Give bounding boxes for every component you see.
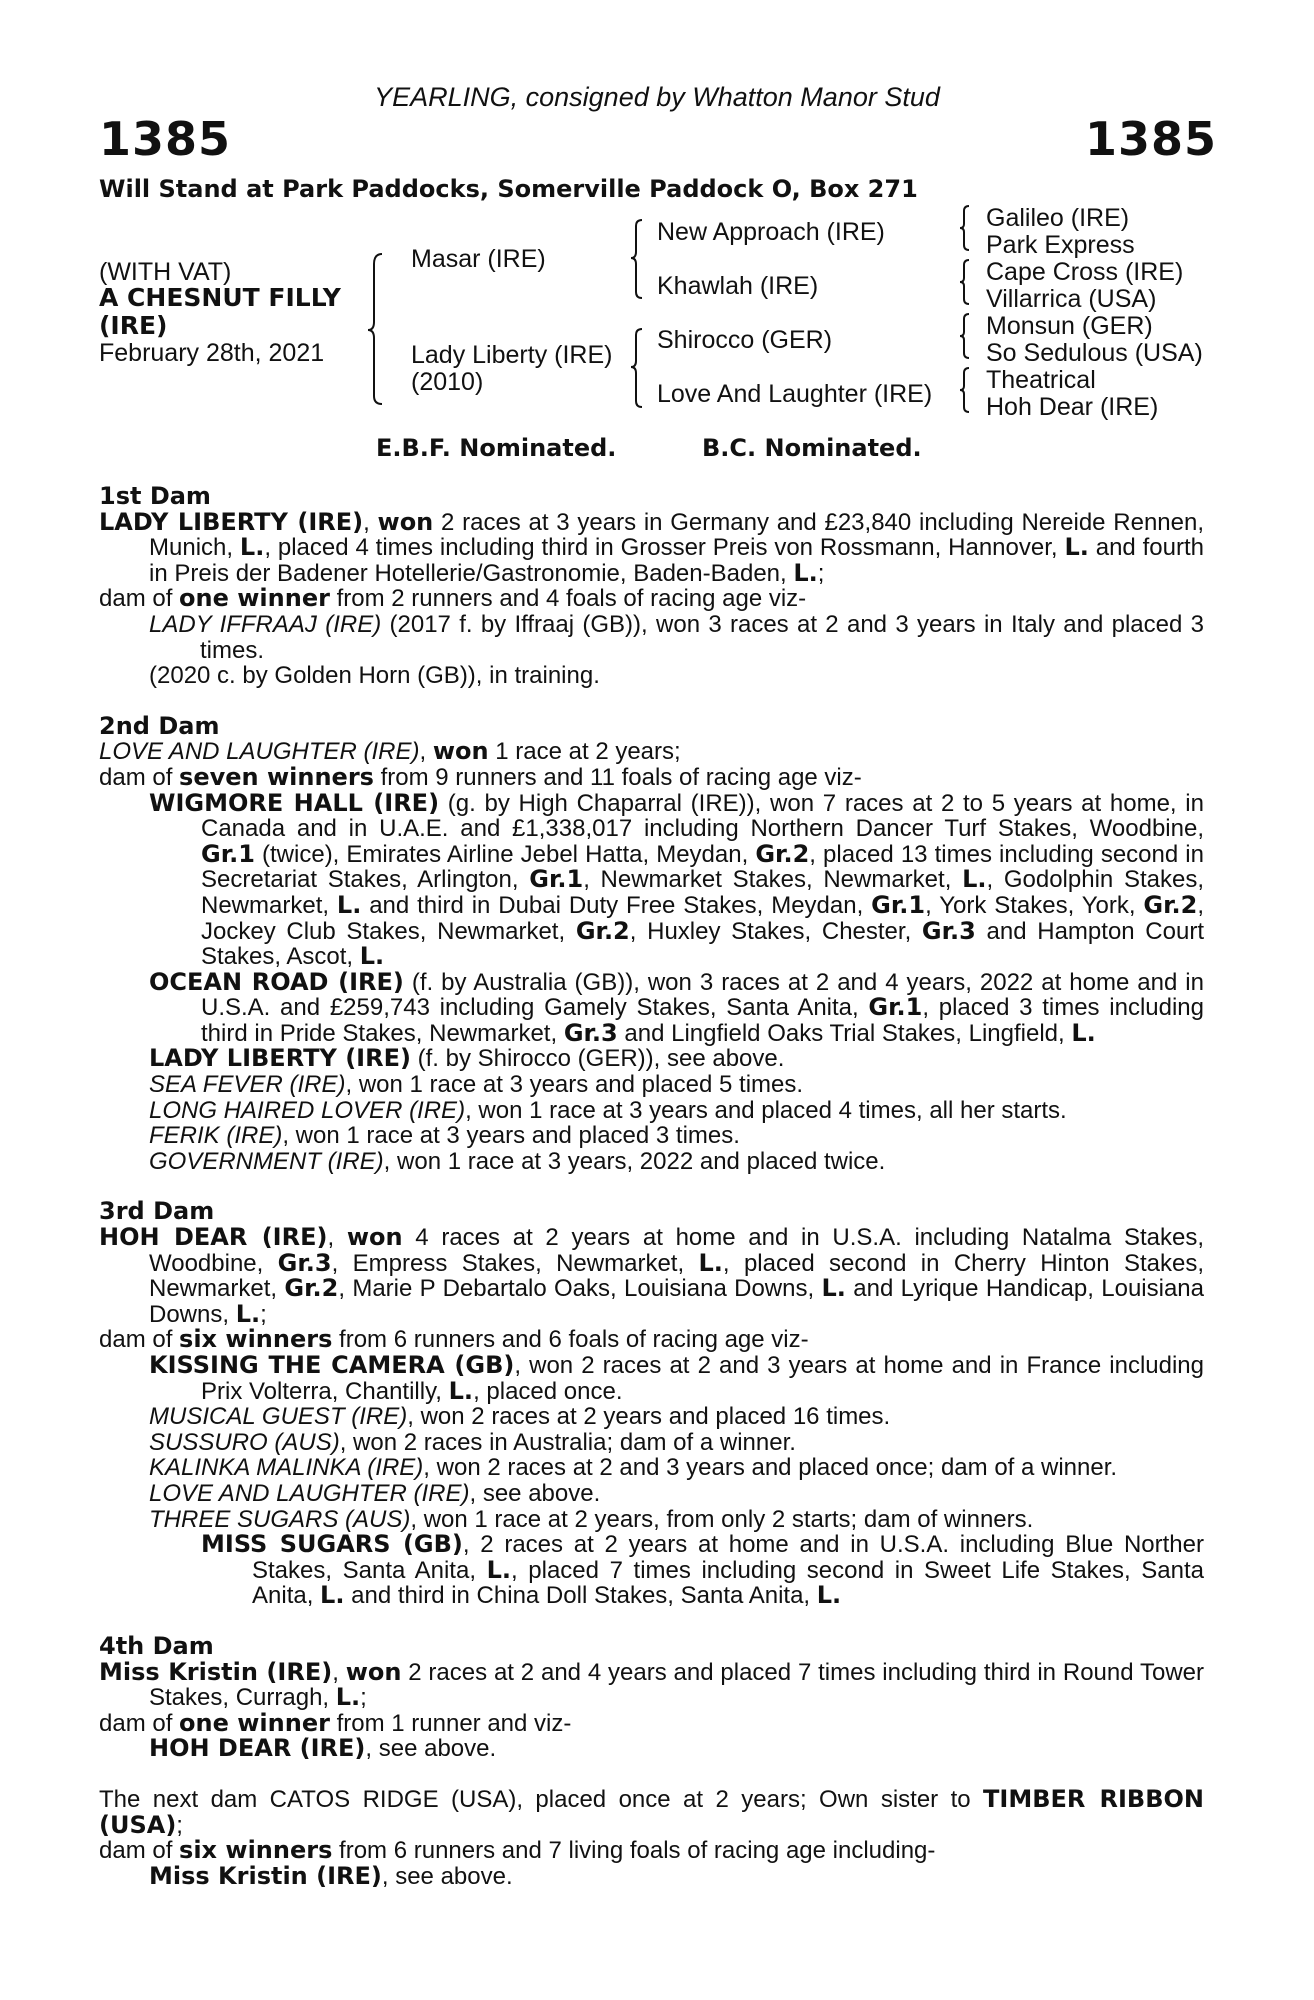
dam2-record: LOVE AND LAUGHTER (IRE), won 1 race at 2 years;	[99, 737, 681, 766]
section-heading-4th-dam: 4th Dam	[99, 1631, 214, 1660]
vat-label: (WITH VAT)	[99, 258, 232, 286]
dam3-produce-kissing-the-camera: KISSING THE CAMERA (GB), won 2 races at 2 and 3 years at home and in France including Prix Volterra, Chantilly, L., placed once.	[149, 1351, 1204, 1405]
dam4-produce-summary: dam of one winner from 1 runner and viz-	[99, 1708, 572, 1737]
dam3-produce-sussuro: SUSSURO (AUS), won 2 races in Australia; dam of a winner.	[149, 1428, 796, 1456]
dam2-produce-long-haired-lover: LONG HAIRED LOVER (IRE), won 1 race at 3 years and placed 4 times, all her starts.	[149, 1096, 1067, 1124]
ebf-nomination: E.B.F. Nominated.	[376, 434, 617, 462]
dam1-record: LADY LIBERTY (IRE), won 2 races at 3 years in Germany and £23,840 including Nereide Rennen, Munich, L., placed 4 times including third in Grosser Preis von Rossmann, Hannover, L. and fourth in Preis der Badener Hotellerie/Gastronomie, Baden-Baden, L.;	[99, 507, 1205, 587]
dam1-produce-summary: dam of one winner from 2 runners and 4 foals of racing age viz-	[99, 584, 807, 613]
dam4-produce-hoh-dear: HOH DEAR (IRE), see above.	[149, 1734, 497, 1763]
dam3-produce-three-sugars: THREE SUGARS (AUS), won 1 race at 2 years, from only 2 starts; dam of winners.	[149, 1505, 1034, 1533]
sire-name: Masar (IRE)	[411, 245, 546, 273]
dam-dam: Love And Laughter (IRE)	[657, 380, 933, 408]
gen3-5: Monsun (GER)	[986, 312, 1153, 340]
dam2-produce-ferik: FERIK (IRE), won 1 race at 3 years and placed 3 times.	[149, 1122, 740, 1150]
dam2-produce-ocean-road: OCEAN ROAD (IRE) (f. by Australia (GB)), won 3 races at 2 and 4 years, 2022 at home and in U.S.A. and £259,743 including Gamely Stakes, Santa Anita, Gr.1, placed 3 times including third in Pride Stakes, Newmarket, Gr.3 and Lingfield Oaks Trial Stakes, Lingfield, L.	[149, 967, 1204, 1047]
gen3-7: Theatrical	[986, 366, 1096, 394]
dam2-produce-wigmore-hall: WIGMORE HALL (IRE) (g. by High Chaparral (IRE)), won 7 races at 2 to 5 years at home, in Canada and in U.A.E. and £1,338,017 including Northern Dancer Turf Stakes, Woodbine, Gr.1 (twice), Emirates Airline Jebel Hatta, Meydan, Gr.2, placed 13 times including second in Secretariat Stakes, Arlington, Gr.1, Newmarket Stakes, Newmarket, L., Godolphin Stakes, Newmarket, L. and third in Dubai Duty Free Stakes, Meydan, Gr.1, York Stakes, York, Gr.2, Jockey Club Stakes, Newmarket, Gr.2, Huxley Stakes, Chester, Gr.3 and Hampton Court Stakes, Ascot, L.	[149, 788, 1204, 971]
dam-sire: Shirocco (GER)	[657, 326, 833, 354]
dam3-produce-summary: dam of six winners from 6 runners and 6 foals of racing age viz-	[99, 1325, 809, 1354]
horse-name-country: (IRE)	[99, 311, 168, 340]
sire-dam: Khawlah (IRE)	[657, 272, 819, 300]
dam2-produce-government: GOVERNMENT (IRE), won 1 race at 3 years, 2022 and placed twice.	[149, 1147, 886, 1175]
dam2-produce-summary: dam of seven winners from 9 runners and 11 foals of racing age viz-	[99, 762, 862, 791]
gen3-6: So Sedulous (USA)	[986, 339, 1203, 367]
dam2-produce-sea-fever: SEA FEVER (IRE), won 1 race at 3 years and placed 5 times.	[149, 1071, 804, 1099]
dam-year: (2010)	[411, 368, 484, 396]
dam3-record: HOH DEAR (IRE), won 4 races at 2 years at home and in U.S.A. including Natalma Stakes, Woodbine, Gr.3, Empress Stakes, Newmarket, L., placed second in Cherry Hinton Stakes, Newmarket, Gr.2, Marie P Debartalo Oaks, Louisiana Downs, L. and Lyrique Handicap, Louisiana Downs, L.;	[99, 1223, 1205, 1328]
dam1-produce-1: LADY IFFRAAJ (IRE) (2017 f. by Iffraaj (GB)), won 3 races at 2 and 3 years in Italy and placed 3 times.	[149, 610, 1204, 664]
gen3-4: Villarrica (USA)	[986, 285, 1157, 313]
foaling-date: February 28th, 2021	[99, 339, 325, 367]
gen3-8: Hoh Dear (IRE)	[986, 393, 1159, 421]
dam3-produce-kalinka-malinka: KALINKA MALINKA (IRE), won 2 races at 2 and 3 years and placed once; dam of a winner.	[149, 1454, 1118, 1482]
dam4-record: Miss Kristin (IRE), won 2 races at 2 and 4 years and placed 7 times including third in Round Tower Stakes, Curragh, L.;	[99, 1657, 1204, 1712]
next-dam-record: The next dam CATOS RIDGE (USA), placed once at 2 years; Own sister to TIMBER RIBBON (USA);	[99, 1784, 1204, 1839]
horse-name: A CHESNUT FILLY	[99, 283, 341, 312]
dam3-grandproduce-miss-sugars: MISS SUGARS (GB), 2 races at 2 years at home and in U.S.A. including Blue Norther Stakes, Santa Anita, L., placed 7 times including second in Sweet Life Stakes, Santa Anita, L. and third in China Doll Stakes, Santa Anita, L.	[201, 1530, 1205, 1610]
lot-number-left: 1385	[99, 112, 232, 166]
section-heading-2nd-dam: 2nd Dam	[99, 711, 220, 740]
dam3-produce-love-and-laughter: LOVE AND LAUGHTER (IRE), see above.	[149, 1479, 601, 1507]
dam3-produce-musical-guest: MUSICAL GUEST (IRE), won 2 races at 2 years and placed 16 times.	[149, 1403, 891, 1431]
pedigree-bracket-main	[370, 252, 390, 412]
next-dam-produce-miss-kristin: Miss Kristin (IRE), see above.	[149, 1861, 513, 1890]
family-history	[99, 484, 1204, 1889]
pedigree-bracket-g4	[960, 367, 976, 417]
pedigree-bracket-dam	[632, 327, 648, 411]
dam2-produce-lady-liberty: LADY LIBERTY (IRE) (f. by Shirocco (GER)), see above.	[149, 1044, 785, 1073]
pedigree-bracket-g3	[960, 313, 976, 363]
pedigree-bracket-g1	[960, 205, 976, 255]
pedigree-bracket-g2	[960, 259, 976, 309]
gen3-1: Galileo (IRE)	[986, 204, 1130, 232]
gen3-3: Cape Cross (IRE)	[986, 258, 1184, 286]
gen3-2: Park Express	[986, 231, 1135, 259]
dam-name: Lady Liberty (IRE)	[411, 341, 613, 369]
lot-number-right: 1385	[1085, 112, 1218, 166]
next-dam-produce-summary: dam of six winners from 6 runners and 7 living foals of racing age including-	[99, 1836, 936, 1865]
consignment-line: YEARLING, consigned by Whatton Manor Stud	[374, 82, 940, 112]
pedigree-bracket-sire	[632, 218, 648, 302]
stand-location: Will Stand at Park Paddocks, Somerville Paddock O, Box 271	[99, 175, 918, 203]
section-heading-1st-dam: 1st Dam	[99, 482, 211, 510]
sire-sire: New Approach (IRE)	[657, 218, 885, 246]
bc-nomination: B.C. Nominated.	[702, 434, 922, 462]
dam1-produce-2: (2020 c. by Golden Horn (GB)), in training.	[149, 662, 600, 690]
section-heading-3rd-dam: 3rd Dam	[99, 1197, 215, 1226]
